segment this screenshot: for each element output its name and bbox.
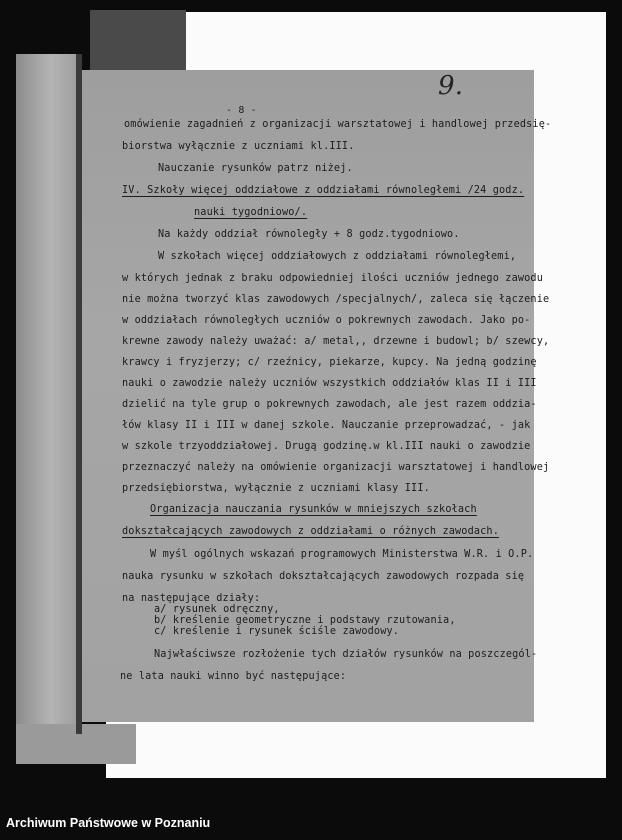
text-line: krawcy i fryzjerzy; c/ rzeźnicy, piekarze, kupcy. Na jedną godzinę: [122, 357, 537, 368]
text-line: w których jednak z braku odpowiedniej ilości uczniów jednego zawodu: [122, 273, 543, 284]
text-line: Na każdy oddział równoległy + 8 godz.tygodniowo.: [158, 229, 460, 240]
text-line: na następujące działy:: [122, 593, 261, 604]
subsection-heading-cont: dokształcających zawodowych z oddziałami o różnych zawodach.: [122, 526, 500, 537]
text-line: biorstwa wyłącznie z uczniami kl.III.: [122, 141, 355, 152]
text-line: omówienie zagadnień z organizacji warsztatowej i handlowej przedsię-: [124, 119, 552, 130]
text-line: nauka rysunku w szkołach dokształcających zawodowych rozpada się: [122, 571, 525, 582]
text-line: łów klasy II i III w danej szkole. Nauczanie przeprowadzać, - jak: [122, 420, 531, 431]
text-line: W szkołach więcej oddziałowych z oddziałami równoległemi,: [158, 251, 517, 262]
shadow-region: [90, 10, 186, 70]
document-page: [82, 70, 552, 722]
page-number: - 8 -: [226, 105, 257, 116]
text-line: w oddziałach równoległych uczniów o pokrewnych zawodach. Jako po-: [122, 315, 531, 326]
list-item: a/ rysunek odręczny,: [154, 604, 280, 615]
text-line: krewne zawody należy uważać: a/ metal,, drzewne i budowl; b/ szewcy,: [122, 336, 550, 347]
list-item: b/ kreślenie geometryczne i podstawy rzutowania,: [154, 615, 456, 626]
text-line: przedsiębiorstwa, wyłącznie z uczniami klasy III.: [122, 483, 430, 494]
archive-credit: Archiwum Państwowe w Poznaniu: [6, 816, 211, 830]
text-line: nie można tworzyć klas zawodowych /specjalnych/, zaleca się łączenie: [122, 294, 550, 305]
text-line: w szkole trzyoddziałowej. Drugą godzinę.w kl.III nauki o zawodzie: [122, 441, 531, 452]
section-heading-cont: nauki tygodniowo/.: [194, 207, 308, 218]
text-line: Najwłaściwsze rozłożenie tych działów rysunków na poszczegól-: [154, 649, 538, 660]
page-text: [82, 70, 552, 722]
folio-number: 9.: [438, 71, 464, 101]
underlying-page-edge: [16, 54, 80, 724]
list-item: c/ kreślenie i rysunek ściśle zawodowy.: [154, 626, 400, 637]
text-line: Nauczanie rysunków patrz niżej.: [158, 163, 353, 174]
text-line: ne lata nauki winno być następujące:: [120, 671, 347, 682]
section-heading: IV. Szkoły więcej oddziałowe z oddziałami równoległemi /24 godz.: [122, 185, 525, 196]
text-line: przeznaczyć należy na omówienie organizacji warsztatowej i handlowej: [122, 462, 550, 473]
subsection-heading: Organizacja nauczania rysunków w mniejszych szkołach: [150, 504, 477, 515]
text-line: nauki o zawodzie należy uczniów wszystkich oddziałów klas II i III: [122, 378, 537, 389]
text-line: dzielić na tyle grup o pokrewnych zawodach, ale jest razem oddzia-: [122, 399, 537, 410]
text-line: W myśl ogólnych wskazań programowych Ministerstwa W.R. i O.P.: [150, 549, 534, 560]
